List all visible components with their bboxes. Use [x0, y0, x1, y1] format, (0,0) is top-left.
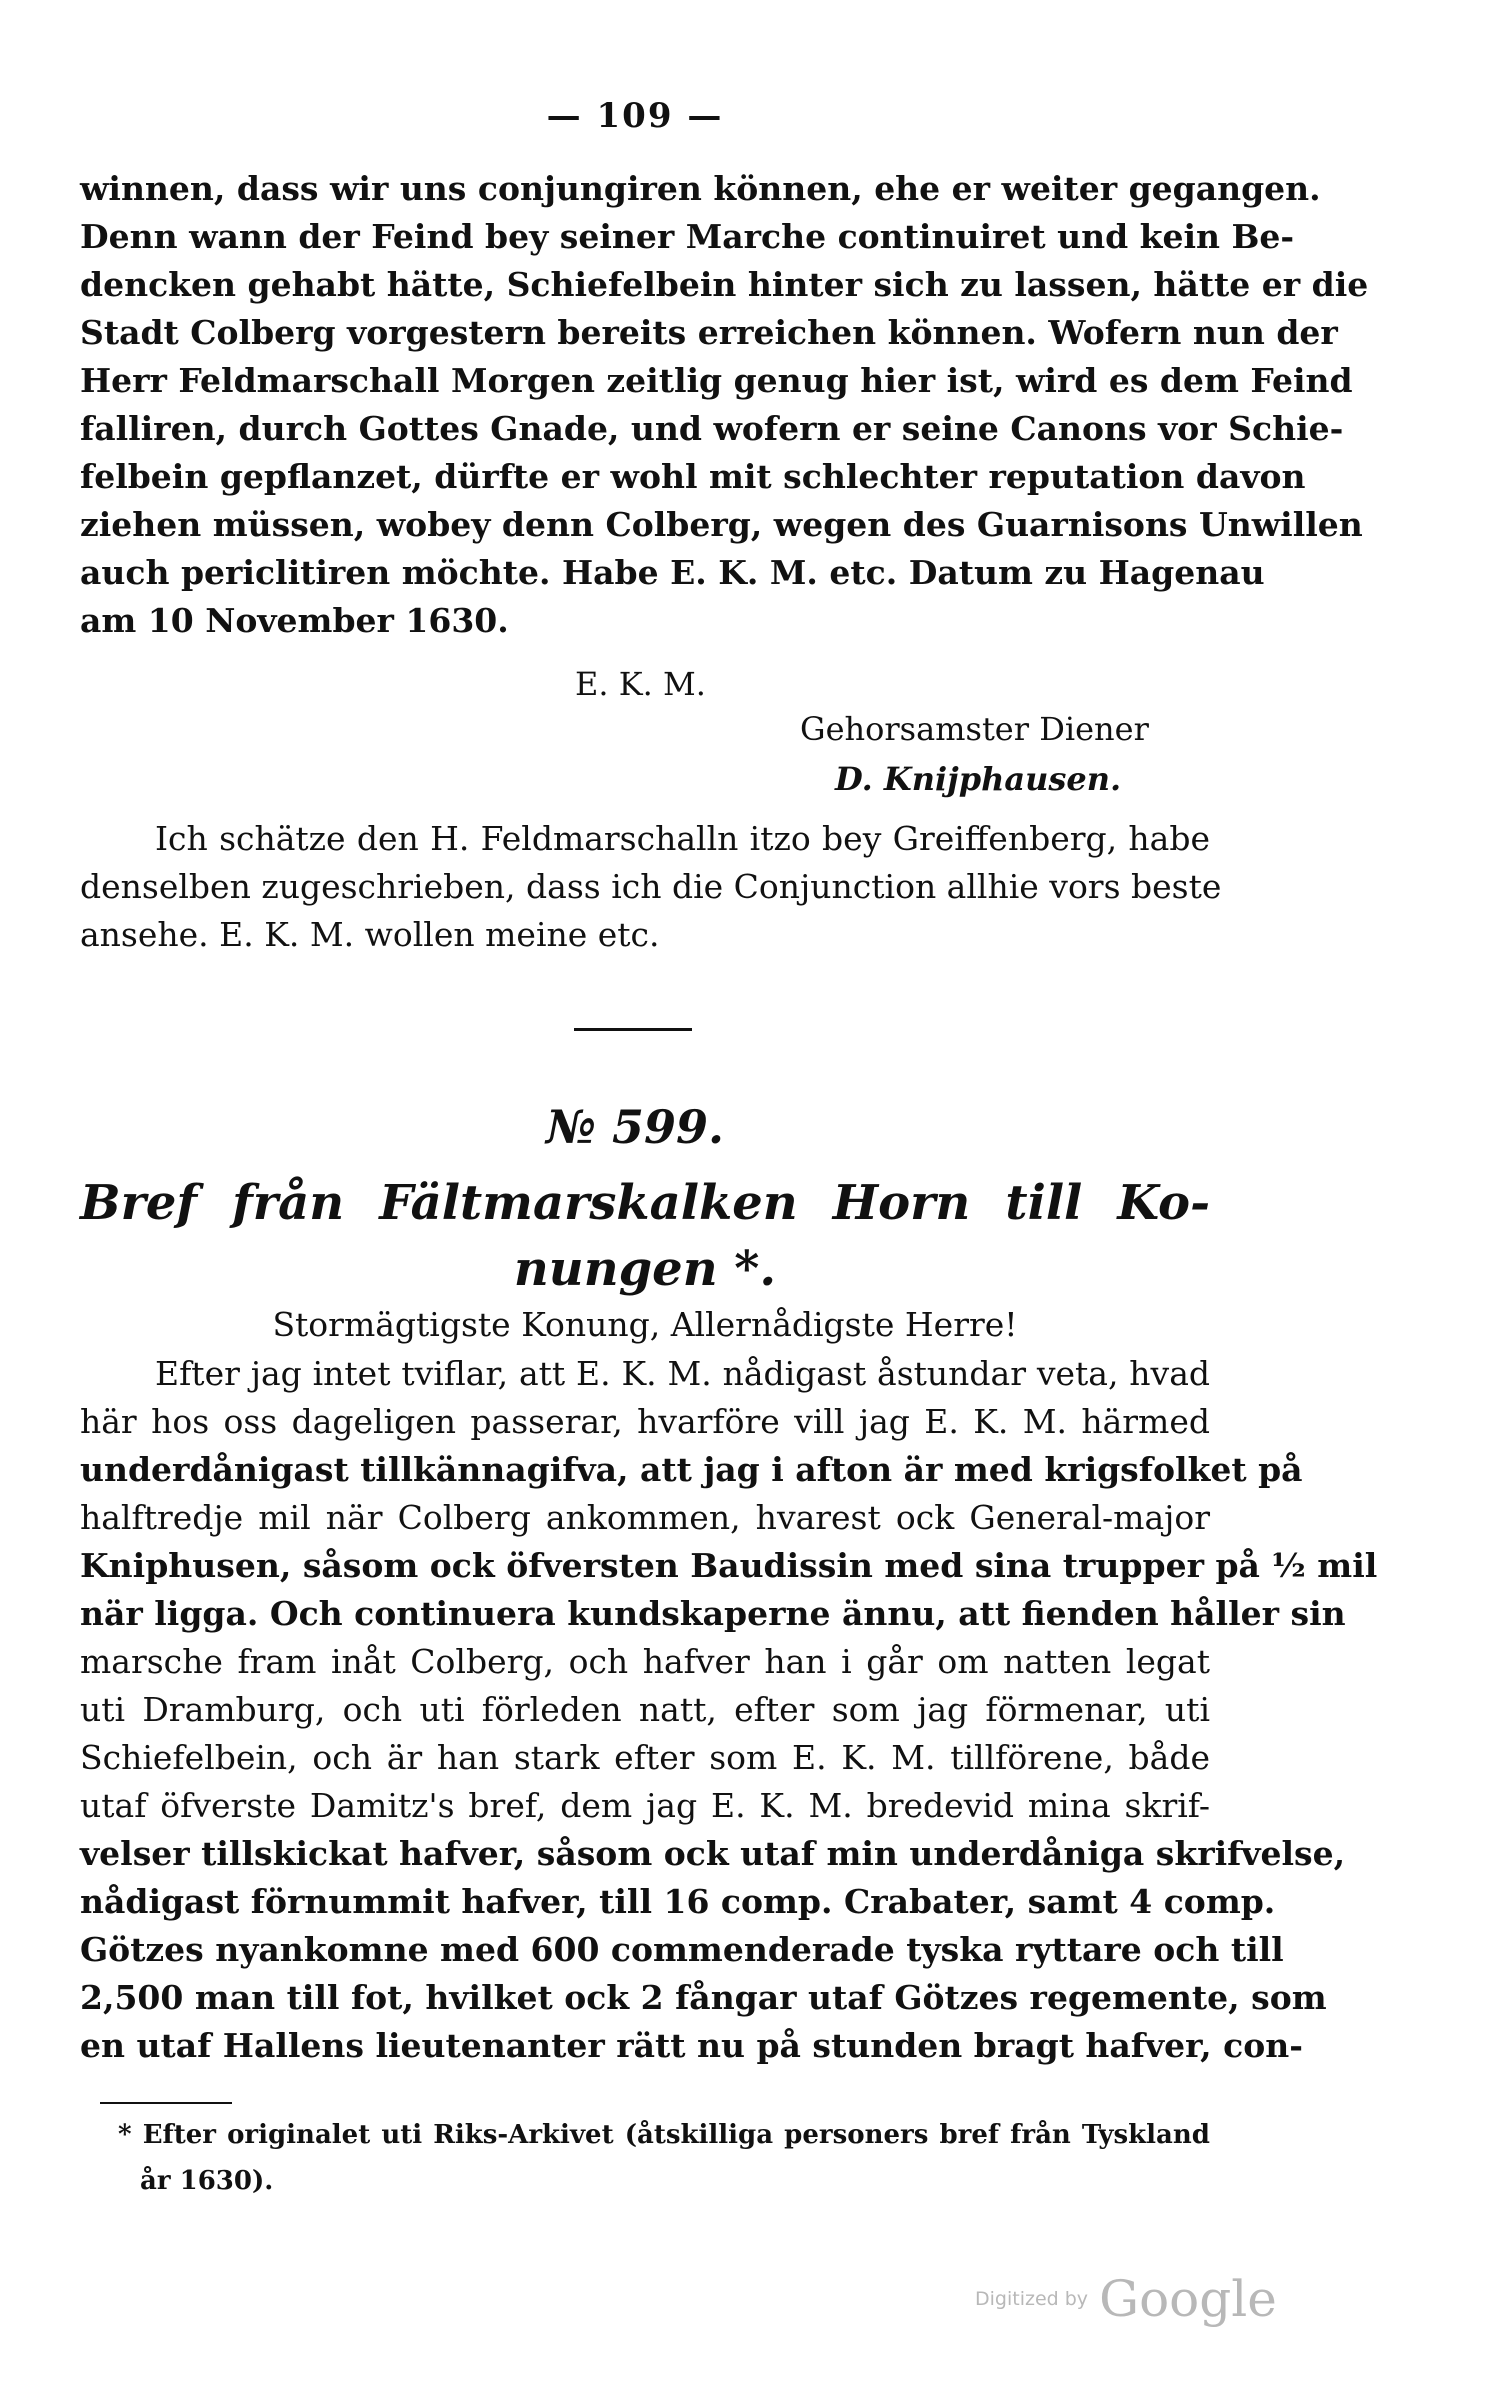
closing-address: E. K. M. [575, 665, 706, 703]
text-line: uti Dramburg, och uti förleden natt, efter som jag förmenar, uti [80, 1690, 1210, 1729]
text-line: 2,500 man till fot, hvilket ock 2 fångar utaf Götzes regemente, som [80, 1978, 1327, 2017]
text-line: ansehe. E. K. M. wollen meine etc. [80, 915, 660, 954]
document-heading-line2: nungen *. [513, 1241, 777, 1297]
text-line: Efter jag intet tviflar, att E. K. M. nådigast åstundar veta, hvad [155, 1354, 1210, 1393]
text-line: underdånigast tillkännagifva, att jag i afton är med krigsfolket på [80, 1450, 1303, 1489]
text-line: marsche fram inåt Colberg, och hafver han i går om natten legat [80, 1642, 1210, 1681]
text-line: denselben zugeschrieben, dass ich die Conjunction allhie vors beste [80, 867, 1222, 906]
text-line: halftredje mil när Colberg ankommen, hvarest ock General-major [80, 1498, 1210, 1537]
text-line: dencken gehabt hätte, Schiefelbein hinter sich zu lassen, hätte er die [80, 265, 1369, 304]
document-number: № 599. [545, 1100, 725, 1154]
postscript-text [80, 815, 1222, 959]
footnote-line: år 1630). [140, 2166, 274, 2196]
footnote [118, 2112, 1210, 2204]
text-line: en utaf Hallens lieutenanter rätt nu på stunden bragt hafver, con- [80, 2026, 1303, 2065]
footnote-divider [100, 2102, 232, 2104]
section-divider [574, 1028, 692, 1031]
text-line: Schiefelbein, och är han stark efter som E. K. M. tillförene, både [80, 1738, 1210, 1777]
document-body [80, 1350, 1378, 2070]
signature: D. Knijphausen. [835, 760, 1122, 798]
text-line: Denn wann der Feind bey seiner Marche continuiret und kein Be- [80, 217, 1295, 256]
text-line: nådigast förnummit hafver, till 16 comp. Crabater, samt 4 comp. [80, 1882, 1276, 1921]
text-line: Götzes nyankomne med 600 commenderade tyska ryttare och till [80, 1930, 1284, 1969]
text-line: velser tillskickat hafver, såsom ock utaf min underdåniga skrifvelse, [80, 1834, 1346, 1873]
text-line: am 10 November 1630. [80, 601, 509, 640]
text-line: felbein gepflanzet, dürfte er wohl mit schlechter reputation davon [80, 457, 1306, 496]
watermark-prefix: Digitized by [975, 2288, 1089, 2310]
text-line: utaf öfverste Damitz's bref, dem jag E. K. M. bredevid mina skrif- [80, 1786, 1210, 1825]
text-line: Stadt Colberg vorgestern bereits erreichen können. Wofern nun der [80, 313, 1338, 352]
text-line: här hos oss dageligen passerar, hvarföre vill jag E. K. M. härmed [80, 1402, 1210, 1441]
text-line: winnen, dass wir uns conjungiren können, ehe er weiter gegangen. [80, 169, 1321, 208]
text-line: när ligga. Och continuera kundskaperne ännu, att fienden håller sin [80, 1594, 1346, 1633]
digitized-watermark [975, 2270, 1277, 2330]
text-line: falliren, durch Gottes Gnade, und wofern er seine Canons vor Schie- [80, 409, 1344, 448]
text-line: auch periclitiren möchte. Habe E. K. M. etc. Datum zu Hagenau [80, 553, 1265, 592]
text-line: ziehen müssen, wobey denn Colberg, wegen des Guarnisons Unwillen [80, 505, 1363, 544]
text-line: Herr Feldmarschall Morgen zeitlig genug hier ist, wird es dem Feind [80, 361, 1353, 400]
footnote-line: * Efter originalet uti Riks-Arkivet (åtskilliga personers bref från Tyskland [118, 2120, 1210, 2150]
salutation: Stormägtigste Konung, Allernådigste Herre! [272, 1305, 1018, 1344]
page-number: — 109 — [546, 96, 724, 136]
document-heading-line1: Bref från Fältmarskalken Horn till Ko- [80, 1175, 1210, 1231]
text-line: Kniphusen, såsom ock öfversten Baudissin med sina trupper på ½ mil [80, 1546, 1378, 1585]
google-logo: Google [1099, 2270, 1277, 2328]
closing-servant: Gehorsamster Diener [800, 710, 1149, 748]
letter-end-text [80, 165, 1369, 645]
text-line: Ich schätze den H. Feldmarschalln itzo bey Greiffenberg, habe [155, 819, 1210, 858]
